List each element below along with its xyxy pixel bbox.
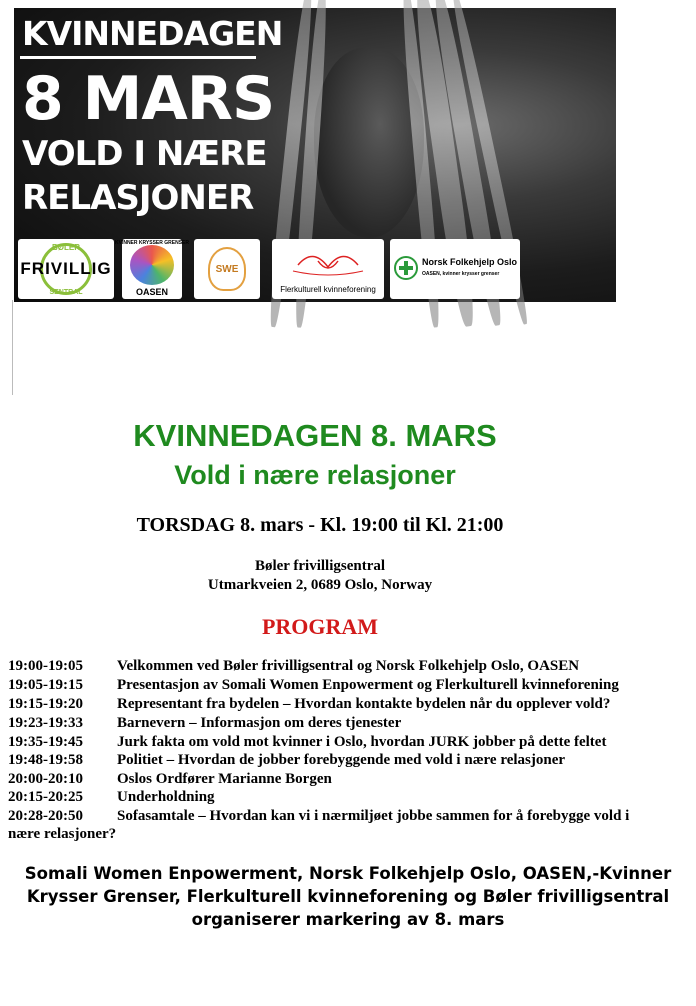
logo-text: Flerkulturell kvinneforening (280, 285, 376, 294)
program-text: Presentasjon av Somali Women Enpowerment og Flerkulturell kvinneforening (117, 677, 619, 693)
hands-heart-icon (288, 245, 368, 279)
organizers-line-1: Somali Women Enpowerment, Norsk Folkehjelp Oslo, OASEN,-Kvinner (24, 864, 672, 883)
program-time: 20:00-20:10 (8, 771, 83, 787)
event-banner (14, 8, 616, 302)
program-text: Barnevern – Informasjon om deres tjenester (117, 715, 402, 731)
event-venue: Bøler frivilligsentral (254, 558, 386, 574)
flerkulturell-logo (272, 239, 384, 299)
program-time: 19:15-19:20 (8, 696, 83, 712)
page-margin-rule (12, 300, 13, 395)
logo-subtext: OASEN, kvinner krysser grenser (422, 271, 500, 277)
page-title: KVINNEDAGEN 8. MARS (133, 418, 497, 453)
norsk-folkehjelp-logo (390, 239, 520, 299)
logo-text: FRIVILLIG (20, 259, 112, 278)
program-text: Underholdning (117, 789, 215, 805)
program-text: Sofasamtale – Hvordan kan vi i nærmiljøet jobbe sammen for å forebygge vold i (117, 808, 630, 824)
banner-title-line2: RELASJONER (22, 178, 254, 218)
program-time: 19:48-19:58 (8, 752, 83, 768)
boler-frivillig-logo (18, 239, 114, 299)
program-text: Oslos Ordfører Marianne Borgen (117, 771, 332, 787)
logo-text: Norsk Folkehjelp Oslo (422, 257, 518, 267)
program-time: 20:15-20:25 (8, 789, 83, 805)
program-item-continuation: nære relasjoner? (8, 826, 117, 842)
logo-ring-top: BØLER (52, 243, 80, 252)
swe-logo (194, 239, 260, 299)
event-address: Utmarkveien 2, 0689 Oslo, Norway (207, 577, 433, 593)
organizers-line-3: organiserer markering av 8. mars (191, 910, 505, 929)
event-datetime: TORSDAG 8. mars - Kl. 19:00 til Kl. 21:00 (136, 514, 504, 536)
banner-date: 8 MARS (22, 64, 275, 134)
logo-text: SWE (215, 263, 239, 275)
program-time: 19:05-19:15 (8, 677, 83, 693)
program-text: Jurk fakta om vold mot kvinner i Oslo, hvordan JURK jobber på dette feltet (117, 734, 607, 750)
banner-title-top: KVINNEDAGEN (22, 14, 283, 53)
program-time: 19:00-19:05 (8, 658, 83, 674)
program-text: Velkommen ved Bøler frivilligsentral og Norsk Folkehjelp Oslo, OASEN (117, 658, 580, 674)
logo-ring-top: KVINNER KRYSSER GRENSER (115, 240, 189, 246)
page-subtitle: Vold i nære relasjoner (174, 460, 456, 490)
program-text: Representant fra bydelen – Hvordan kontakte bydelen når du opplever vold? (117, 696, 611, 712)
program-time: 19:35-19:45 (8, 734, 83, 750)
organizers-line-2: Krysser Grenser, Flerkulturell kvinneforening og Bøler frivilligsentral (26, 887, 670, 906)
program-time: 19:23-19:33 (8, 715, 83, 731)
banner-title-line1: VOLD I NÆRE (22, 134, 267, 174)
cross-icon (394, 256, 418, 280)
program-title: PROGRAM (261, 614, 379, 639)
logo-ring-bottom: SENTRAL (49, 289, 83, 296)
oasen-logo (115, 239, 189, 299)
program-time: 20:28-20:50 (8, 808, 83, 824)
banner-divider (20, 56, 256, 59)
logo-text: OASEN (135, 287, 168, 297)
program-text: Politiet – Hvordan de jobber forebyggende med vold i nære relasjoner (117, 752, 566, 768)
